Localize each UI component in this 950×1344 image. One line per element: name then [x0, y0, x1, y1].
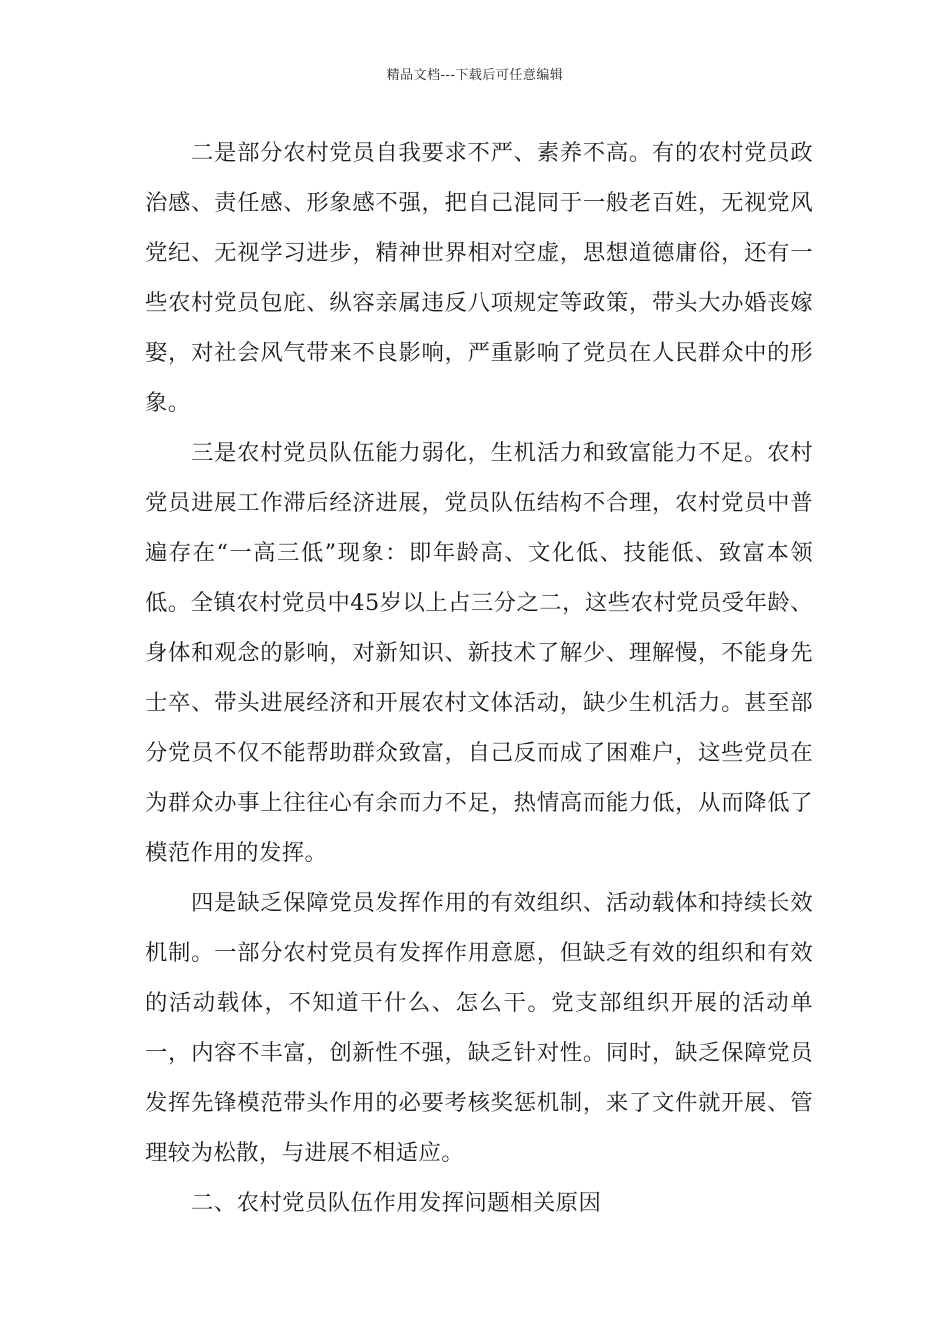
paragraph-4: 四是缺乏保障党员发挥作用的有效组织、活动载体和持续长效机制。一部分农村党员有发挥作用意愿，但缺乏有效的组织和有效的活动载体，不知道干什么、怎么干。党支部组织开展的活动单一，内容不丰富，创新性不强，缺乏针对性。同时，缺乏保障党员发挥先锋模范带头作用的必要考核奖惩机制，来了文件就开展、管理较为松散，与进展不相适应。 [145, 890, 813, 1166]
paragraph-2: 二是部分农村党员自我要求不严、素养不高。有的农村党员政治感、责任感、形象感不强，把自己混同于一般老百姓，无视党风党纪、无视学习进步，精神世界相对空虚，思想道德庸俗，还有一些农村党员包庇、纵容亲属违反八项规定等政策，带头大办婚丧嫁娶，对社会风气带来不良影响，严重影响了党员在人民群众中的形象。 [145, 140, 813, 416]
paragraph-3: 三是农村党员队伍能力弱化，生机活力和致富能力不足。农村党员进展工作滞后经济进展，党员队伍结构不合理，农村党员中普遍存在“一高三低”现象：即年龄高、文化低、技能低、致富本领低。全镇农村党员中45岁以上占三分之二，这些农村党员受年龄、身体和观念的影响，对新知识、新技术了解少、理解慢，不能身先士卒、带头进展经济和开展农村文体活动，缺少生机活力。甚至部分党员不仅不能帮助群众致富，自己反而成了困难户，这些党员在为群众办事上往往心有余而力不足，热情高而能力低，从而降低了模范作用的发挥。 [145, 440, 813, 866]
section-heading: 二、农村党员队伍作用发挥问题相关原因 [191, 1190, 602, 1216]
document-body [145, 128, 813, 1228]
page-header: 精品文档---下载后可任意编辑 [386, 68, 564, 83]
